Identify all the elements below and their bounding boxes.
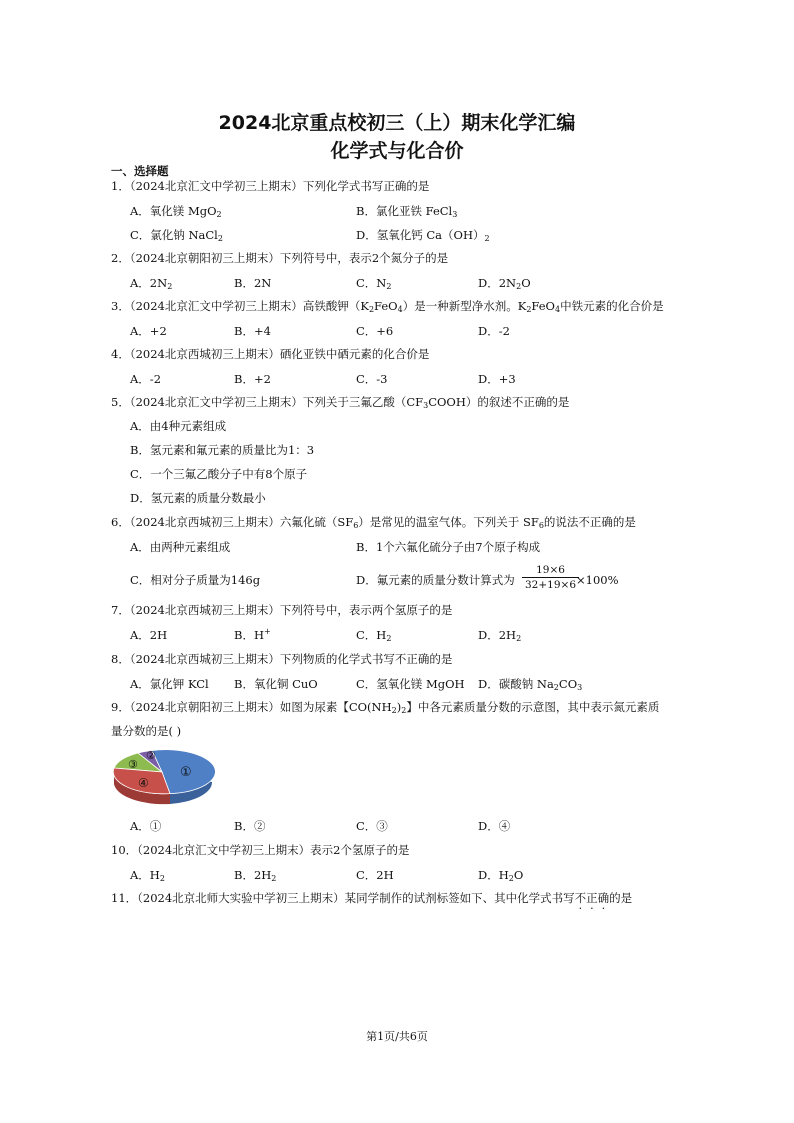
fraction-denominator: 32+19×6 [525,579,576,591]
question-4-stem: 4．（2024北京西城初三上期末）硒化亚铁中硒元素的化合价是 [111,347,430,361]
pie-label-1: ① [180,765,192,780]
q7-option-d: D．$2H_2$ [478,628,522,643]
q2-option-a: A．$2N_2$ [130,276,173,291]
q1-option-d: D．氢氧化钙 $Ca(OH)_2$ [356,228,490,243]
q4-option-d: D．+3 [478,372,516,386]
pie-label-3: ③ [128,758,138,771]
q1-option-a: A．氧化镁 MgO$_2$ [130,204,222,219]
q5-option-d: D．氢元素的质量分数最小 [130,491,266,505]
q7-option-b: B．H+ [234,627,271,642]
question-9-stem-line2: 量分数的是( ) [111,724,182,738]
pie-label-4: ④ [138,776,149,790]
q8-option-c: C．氢氧化镁 MgOH [356,677,465,691]
q2-option-b: B．2N [234,276,272,290]
q4-option-a: A．-2 [130,372,162,386]
pie-label-2: ② [146,749,156,762]
question-3-stem: 3．（2024北京汇文中学初三上期末）高铁酸钾$(K_2FeO_4)$是一种新型净水剂。$K_2FeO_4$中铁元素的化合价是 [111,299,664,314]
question-1-stem: 1．（2024北京汇文中学初三上期末）下列化学式书写正确的是 [111,179,430,193]
q1-option-b: B．氯化亚铁 FeCl$_3$ [356,204,458,219]
q6-option-a: A．由两种元素组成 [130,540,231,554]
question-11-stem: 11．（2024北京北师大实验中学初三上期末）某同学制作的试剂标签如下、其中化学式书写不正确的是 [111,891,633,905]
q6-fraction [522,563,579,592]
q3-option-d: D．-2 [478,324,510,338]
q6-fraction-tail: ×100% [576,573,619,587]
q8-option-a: A．氯化钾 KCl [130,677,209,691]
q6-option-c: C．相对分子质量为146g [130,573,261,587]
question-10-stem: 10．（2024北京汇文中学初三上期末）表示2个氢原子的是 [111,843,410,857]
q5-option-c: C．一个三氟乙酸分子中有8个原子 [130,467,308,481]
q9-option-a: A．① [130,819,162,833]
q3-option-b: B．+4 [234,324,271,338]
page-title: 2024北京重点校初三（上）期末化学汇编 [218,112,576,134]
section-heading: 一、选择题 [111,164,169,178]
q10-option-d: D．$H_2O$ [478,868,524,883]
q4-option-c: C．-3 [356,372,388,386]
q6-option-d: D．氟元素的质量分数计算式为 [356,573,515,587]
q5-option-b: B．氢元素和氟元素的质量比为1：3 [130,443,315,457]
q8-option-b: B．氧化铜 CuO [234,677,318,691]
question-9-stem: 9．（2024北京朝阳初三上期末）如图为尿素【$CO(NH_2)_2$】中各元素质量分数的示意图，其中表示氮元素质 [111,700,660,715]
q10-option-b: B．$2H_2$ [234,868,277,883]
q1-option-c: C．氯化钠 NaCl$_2$ [130,228,223,243]
q8-option-d: D．碳酸钠 $Na_2CO_3$ [478,677,583,692]
question-2-stem: 2．（2024北京朝阳初三上期末）下列符号中，表示2个氮分子的是 [111,251,449,265]
question-6-stem: 6．（2024北京西城初三上期末）六氟化硫$(SF_6)$是常见的温室气体。下列关于 $SF_6$的说法不正确的是 [111,515,636,530]
q10-option-c: C．2H [356,868,394,882]
pie-chart [112,746,216,806]
q9-option-b: B．② [234,819,266,833]
page-footer: 第1页/共6页 [366,1030,428,1043]
q10-option-a: A．$H_2$ [130,868,165,883]
q9-option-c: C．③ [356,819,388,833]
q4-option-b: B．+2 [234,372,271,386]
q9-option-d: D．④ [478,819,511,833]
q3-option-c: C．+6 [356,324,394,338]
q2-option-d: D．$2N_2O$ [478,276,531,291]
question-8-stem: 8．（2024北京西城初三上期末）下列物质的化学式书写不正确的是 [111,652,453,666]
question-5-stem: 5．（2024北京汇文中学初三上期末）下列关于三氟乙酸$(CF_3COOH)$的叙述不正确的是 [111,395,570,410]
q7-option-a: A．2H [130,628,168,642]
q5-option-a: A．由4种元素组成 [130,419,227,433]
fraction-numerator: 19×6 [522,563,579,578]
q2-option-c: C．$N_2$ [356,276,392,291]
q3-option-a: A．+2 [130,324,167,338]
page-subtitle: 化学式与化合价 [330,140,464,162]
q7-option-c: C．$H_2$ [356,628,392,643]
q6-option-b: B．1个六氟化硫分子由7个原子构成 [356,540,541,554]
question-7-stem: 7．（2024北京西城初三上期末）下列符号中，表示两个氢原子的是 [111,603,453,617]
